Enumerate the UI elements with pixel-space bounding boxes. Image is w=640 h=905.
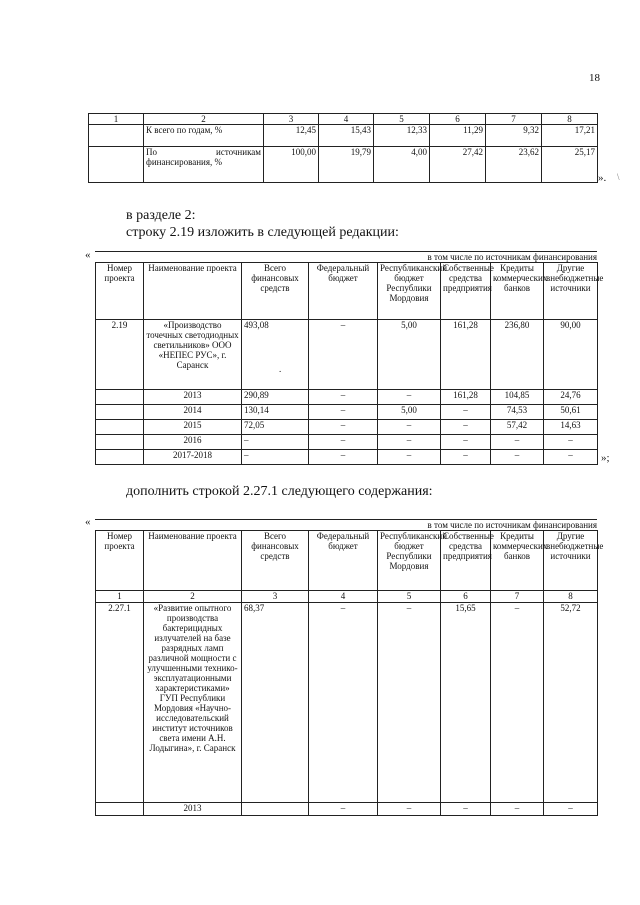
row-label: По источникам финансирования, %: [144, 147, 264, 183]
value-cell: –: [378, 803, 441, 816]
open-quote: «: [85, 516, 91, 528]
table-row: [89, 147, 598, 183]
value-cell: [242, 320, 309, 390]
value-cell: 24,76: [544, 390, 598, 405]
column-number: 7: [491, 591, 544, 603]
header-cell: Собственные средства предприятия: [441, 263, 491, 320]
column-number: 2: [144, 591, 242, 603]
value-cell: 90,00: [544, 320, 598, 390]
column-number: 5: [378, 591, 441, 603]
header-cell: 6: [430, 114, 486, 125]
empty-cell: [96, 405, 144, 420]
value-cell: 4,00: [374, 147, 430, 183]
value-cell: –: [309, 320, 378, 390]
close-quote: ».: [598, 172, 607, 184]
table-project-2-27-1: [95, 530, 604, 816]
empty-cell: [89, 147, 144, 183]
value-cell: 14,63: [544, 420, 598, 435]
header-cell: Кредиты коммерческих банков: [491, 531, 544, 591]
year-label: 2015: [144, 420, 242, 435]
year-label: 2016: [144, 435, 242, 450]
header-cell: Наименование проекта: [144, 531, 242, 591]
instruction-line: строку 2.19 изложить в следующей редакции:: [126, 225, 399, 240]
value-cell: –: [378, 450, 441, 465]
column-number: 4: [309, 591, 378, 603]
value-cell: –: [309, 435, 378, 450]
year-label: 2013: [144, 390, 242, 405]
table-row: [96, 603, 598, 803]
value-cell: 5,00: [378, 320, 441, 390]
project-name: «Развитие опытного производства бактерицидных излучателей на базе разрядных ламп различной мощности с улучшенными технико-эксплуатационными характеристиками» ГУП Республики Мордовия «Научно-исследовательский институт источников света имени А.Н. Лодыгина», г. Саранск: [144, 603, 242, 803]
row-label: К всего по годам, %: [144, 125, 264, 147]
table-row: [89, 125, 598, 147]
header-cell: 2: [144, 114, 264, 125]
value-cell: 5,00: [378, 405, 441, 420]
column-number: 6: [441, 591, 491, 603]
value-cell: 161,28: [441, 320, 491, 390]
header-cell: Кредиты коммерческих банков: [491, 263, 544, 320]
value-cell: 27,42: [430, 147, 486, 183]
year-row: [96, 803, 598, 816]
value-cell: 68,37: [242, 603, 309, 803]
value-cell: –: [441, 803, 491, 816]
value-cell: 15,65: [441, 603, 491, 803]
group-header: в том числе по источникам финансирования: [427, 520, 597, 530]
table-project-2-19: [95, 262, 604, 465]
value-cell: 57,42: [491, 420, 544, 435]
value-cell: –: [441, 450, 491, 465]
header-cell: Федеральный бюджет: [309, 263, 378, 320]
value-cell: –: [309, 603, 378, 803]
empty-cell: [96, 435, 144, 450]
value-cell: 130,14: [242, 405, 309, 420]
year-row: [96, 435, 598, 450]
header-cell: Федеральный бюджет: [309, 531, 378, 591]
header-cell: Всего финансовых средств: [242, 263, 309, 320]
value-cell: –: [544, 435, 598, 450]
value-cell: –: [441, 420, 491, 435]
section-heading: в разделе 2:: [126, 208, 196, 223]
value-cell: 12,33: [374, 125, 430, 147]
value-cell: –: [378, 390, 441, 405]
project-number: 2.27.1: [96, 603, 144, 803]
value-cell: 11,29: [430, 125, 486, 147]
value-cell: –: [309, 405, 378, 420]
header-cell: Номер проекта: [96, 263, 144, 320]
header-cell: 7: [486, 114, 542, 125]
value-cell: 12,45: [264, 125, 319, 147]
close-quote: »;: [601, 452, 610, 464]
value-cell: –: [309, 420, 378, 435]
value-cell: –: [491, 450, 544, 465]
header-cell: Наименование проекта: [144, 263, 242, 320]
value-cell: 9,32: [486, 125, 542, 147]
value-cell: 25,17: [542, 147, 598, 183]
group-header: в том числе по источникам финансирования: [427, 252, 597, 262]
table-header-row: [96, 263, 598, 320]
value-cell: 74,53: [491, 405, 544, 420]
value-cell: –: [378, 603, 441, 803]
value-cell: 100,00: [264, 147, 319, 183]
header-cell: Собственные средства предприятия: [441, 531, 491, 591]
empty-cell: [96, 420, 144, 435]
empty-cell: [96, 803, 144, 816]
header-cell: 3: [264, 114, 319, 125]
header-cell: Республиканский бюджет Республики Мордовия: [378, 263, 441, 320]
value-cell: –: [491, 435, 544, 450]
column-number: 8: [544, 591, 598, 603]
empty-cell: [96, 390, 144, 405]
value-cell: 15,43: [319, 125, 374, 147]
header-cell: 1: [89, 114, 144, 125]
header-cell: 5: [374, 114, 430, 125]
column-number: 3: [242, 591, 309, 603]
dot-mark: .: [279, 364, 282, 374]
value-text: 493,08: [244, 320, 269, 330]
value-cell: –: [309, 450, 378, 465]
value-cell: –: [441, 435, 491, 450]
value-cell: –: [242, 435, 309, 450]
value-cell: [242, 803, 309, 816]
value-cell: 104,85: [491, 390, 544, 405]
value-cell: –: [242, 450, 309, 465]
open-quote: «: [85, 249, 91, 261]
header-cell: 4: [319, 114, 374, 125]
empty-cell: [89, 125, 144, 147]
column-number-row: [96, 591, 598, 603]
value-cell: –: [441, 405, 491, 420]
project-number: 2.19: [96, 320, 144, 390]
diagonal-mark: \: [617, 172, 620, 182]
year-label: 2017-2018: [144, 450, 242, 465]
table-summary: [88, 113, 598, 183]
empty-cell: [96, 450, 144, 465]
table-header-row: [89, 114, 598, 125]
header-cell: 8: [542, 114, 598, 125]
value-cell: –: [491, 803, 544, 816]
table-header-row: [96, 531, 598, 591]
year-label: 2013: [144, 803, 242, 816]
year-row: [96, 450, 598, 465]
value-cell: –: [378, 420, 441, 435]
column-number: 1: [96, 591, 144, 603]
header-cell: Номер проекта: [96, 531, 144, 591]
year-row: [96, 390, 598, 405]
value-cell: –: [309, 803, 378, 816]
header-cell: Другие внебюджетные источники: [544, 263, 598, 320]
value-cell: –: [544, 450, 598, 465]
value-cell: 23,62: [486, 147, 542, 183]
year-label: 2014: [144, 405, 242, 420]
value-cell: 290,89: [242, 390, 309, 405]
value-cell: 17,21: [542, 125, 598, 147]
header-cell: Всего финансовых средств: [242, 531, 309, 591]
table-row: [96, 320, 598, 390]
header-cell: Республиканский бюджет Республики Мордовия: [378, 531, 441, 591]
value-cell: 52,72: [544, 603, 598, 803]
value-cell: 72,05: [242, 420, 309, 435]
header-cell: Другие внебюджетные источники: [544, 531, 598, 591]
project-name: «Производство точечных светодиодных светильников» ООО «НЕПЕС РУС», г. Саранск: [144, 320, 242, 390]
value-cell: 19,79: [319, 147, 374, 183]
year-row: [96, 405, 598, 420]
value-cell: –: [378, 435, 441, 450]
value-cell: 50,61: [544, 405, 598, 420]
instruction-line: дополнить строкой 2.27.1 следующего содержания:: [126, 484, 433, 499]
value-cell: –: [491, 603, 544, 803]
page-number: 18: [589, 72, 600, 84]
year-row: [96, 420, 598, 435]
value-cell: –: [309, 390, 378, 405]
value-cell: 161,28: [441, 390, 491, 405]
value-cell: 236,80: [491, 320, 544, 390]
value-cell: –: [544, 803, 598, 816]
